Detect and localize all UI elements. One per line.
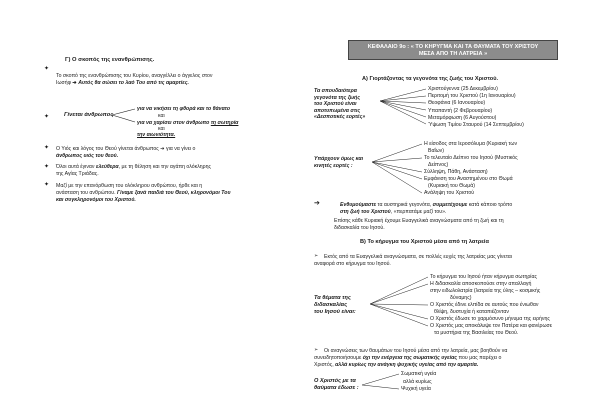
p4-line2: της Αγίας Τριάδας. <box>56 171 99 177</box>
list-item: Η είσοδος στα Ιεροσόλυμα (Κυριακή των <box>424 141 518 147</box>
list-item: Χριστούγεννα (25 Δεκεμβρίου) <box>428 86 498 92</box>
list-item: Ο Χριστός έδινε ελπίδα σε αυτούς που ένιωθαν <box>430 302 539 308</box>
section-b-heading: Β) Το κήρυγμα του Χριστού μέσα από τη λατρεία <box>360 239 489 245</box>
c-line2: συνειδητοποιήσουμε όχι την ενέργεια της σωματικής υγείας που μας παρέχει ο <box>314 355 502 361</box>
list-item: θλίψη, δυστυχία ή καταπιέζονταν <box>434 309 509 315</box>
list-item: στην ειδωλολατρία (λατρεία της ύλης – κοσμικής <box>430 288 541 294</box>
chapter-title-line2: ΜΕΣΑ ΑΠΟ ΤΗ ΛΑΤΡΕΙΑ » <box>418 51 488 57</box>
list-item: Σύλληψη, Πάθη, Ανάσταση) <box>424 169 488 175</box>
right-branch-lines <box>300 0 600 413</box>
list-item: Ο Χριστός μας αποκάλυψε τον Πατέρα και φανέρωσε <box>430 323 553 329</box>
b-line1: Εκτός από τα Ευαγγελικά αναγνώσματα, σε πολλές ευχές της λατρείας μας γίνεται <box>324 254 512 260</box>
list-item: αλλά κυρίως <box>403 378 432 385</box>
arrow1-line1: Ενθυμούμαστε τα αυστηρικά γεγονότα, συμμετέχουμε κατά κάποιο τρόπο <box>340 202 513 208</box>
list-item: Δείπνος) <box>428 162 449 168</box>
c-line1: Οι αναγνώσεις των θαυμάτων του Ιησού μέσα από την λατρεία, μας βοηθούν να <box>324 348 508 354</box>
list-item: Ανάληψη του Χριστού <box>424 190 475 196</box>
arrow-icon: ➔ <box>160 146 165 152</box>
group1-label: Τα σπουδαιότερα γεγονότα της ζωής του Χριστού είναι αποτυπωμένα στις «Δεσποτικές εορτές» <box>314 88 366 121</box>
list-item: Το κήρυγμα του Ιησού ήταν κήρυγμα σωτηρίας <box>430 274 537 280</box>
list-item: Βαΐων) <box>428 148 444 154</box>
ginetai-label: Γίνεται άνθρωπος <box>64 112 114 118</box>
bullet-icon: ✦ <box>44 182 50 188</box>
branch-bottom: για να χαρίσει στον άνθρωπο τη σωτηρία <box>137 120 239 126</box>
p1-line2: Ιωσήφ ➔ Αυτός θα σώσει το λαό Του από τις αμαρτίες. <box>56 80 189 86</box>
p1-line1: Το σκοπό της ενανθρώπισης του Κυρίου, αναγγέλλει ο άγγελος στον <box>56 73 213 79</box>
list-item: (Κυριακή του Θωμά) <box>428 183 475 189</box>
p5-line1: Μαζί με την επανόρθωση του ολόκληρου ανθρώπου, ήρθε και η <box>56 183 203 189</box>
bullet-icon: ✦ <box>44 164 50 170</box>
sunday-line1: Επίσης κάθε Κυριακή έχουμε Ευαγγελικά αναγνώσματα από τη ζωή και τη <box>334 218 504 224</box>
arrowhead-bullet-icon: ➢ <box>314 253 319 259</box>
list-item: τα μυστήρια της Βασιλείας του Θεού. <box>434 330 519 336</box>
section-a-heading: Α) Γιορτάζοντας τα γεγονότα της ζωής του Χριστού. <box>362 76 499 82</box>
list-item: Εμφάνιση του Αναστημένου στο Θωμά <box>424 176 513 182</box>
bullet-icon: ✦ <box>44 66 50 72</box>
sunday-line2: διδασκαλία του Ιησού. <box>334 225 385 231</box>
list-item: Η διδασκαλία αποσκοπούσε στην απαλλαγή <box>430 281 532 287</box>
purpose-heading: Γ) Ο σκοπός της ενανθρώπισης. <box>65 57 155 63</box>
list-item: Σωματική υγεία <box>401 371 437 377</box>
right-page <box>300 0 600 413</box>
list-item: Ο Χριστός έδωσε το χαρμόσυνο μήνυμα της ειρήνης <box>430 316 550 322</box>
c-line3: Χριστός, αλλά κυρίως την ανάγκη ψυχικής υγείας από την αμαρτία. <box>314 362 479 368</box>
chapter-title-line1: ΚΕΦΑΛΑΙΟ 9ο : « ΤΟ ΚΗΡΥΓΜΑ ΚΑΙ ΤΑ ΘΑΥΜΑΤΑ ΤΟΥ ΧΡΙΣΤΟΥ <box>367 44 539 50</box>
list-item: Ψυχική υγεία <box>401 386 431 393</box>
p4-line1: Όλοι αυτά έγιναν ελεύθερα, με τη θέληση και την αγάπη ολόκληρης <box>56 164 212 170</box>
list-item: Περιτομή του Χριστού (1η Ιανουαρίου) <box>428 93 516 100</box>
group2-label: Υπάρχουν όμως και κινητές εορτές : <box>314 156 364 169</box>
list-item: δύναμης) <box>450 295 472 301</box>
arrow-icon: ➔ <box>72 80 77 86</box>
group4-label: Ο Χριστός με τα θαύματα έδωσε : <box>314 378 359 391</box>
list-item: Το τελευταίο Δείπνο του Ιησού (Μυστικός <box>424 155 518 161</box>
group3-label: Τα θέματα της διδασκαλίας του Ιησού είναι: <box>314 295 356 315</box>
branch-top: για να νικήσει τη φθορά και το θάνατο <box>137 106 231 112</box>
p3-line1: Ο Υιός και λόγος του Θεού γίνεται άνθρωπος ➔ για να γίνει ο <box>56 146 196 152</box>
list-item: Θεοφάνια (6 Ιανουαρίου) <box>428 100 486 107</box>
arrow1-line2: στη ζωή του Χριστού, «περπατάμε μαζί του». <box>340 209 447 215</box>
p3-line2: άνθρωπος υιός του θεού. <box>56 153 119 159</box>
bullet-icon: ✦ <box>44 114 50 120</box>
arrow-icon: ➔ <box>314 200 320 207</box>
bullet-icon: ✦ <box>44 145 50 151</box>
branch-and-2: και <box>158 126 165 132</box>
p5-line2: ανάσταση του ανθρώπου. Γίναμε ξανά παιδιά του Θεού, κληρονόμοι Του <box>56 190 231 196</box>
branch-and: και <box>158 113 165 119</box>
b-line2: αναφορά στο κήρυγμα του Ιησού. <box>314 261 391 267</box>
branch-eternity: την αιωνιότητα. <box>137 132 176 138</box>
arrowhead-bullet-icon: ➢ <box>314 347 319 353</box>
list-item: Μεταμόρφωση (6 Αυγούστου) <box>428 114 497 121</box>
p5-line3: και συγκληρονόμοι του Χριστού. <box>56 197 136 203</box>
list-item: Υπαπαντή (2 Φεβρουαρίου) <box>428 107 493 114</box>
list-item: Ύψωση Τιμίου Σταυρού (14 Σεπτεμβρίου) <box>428 122 524 129</box>
